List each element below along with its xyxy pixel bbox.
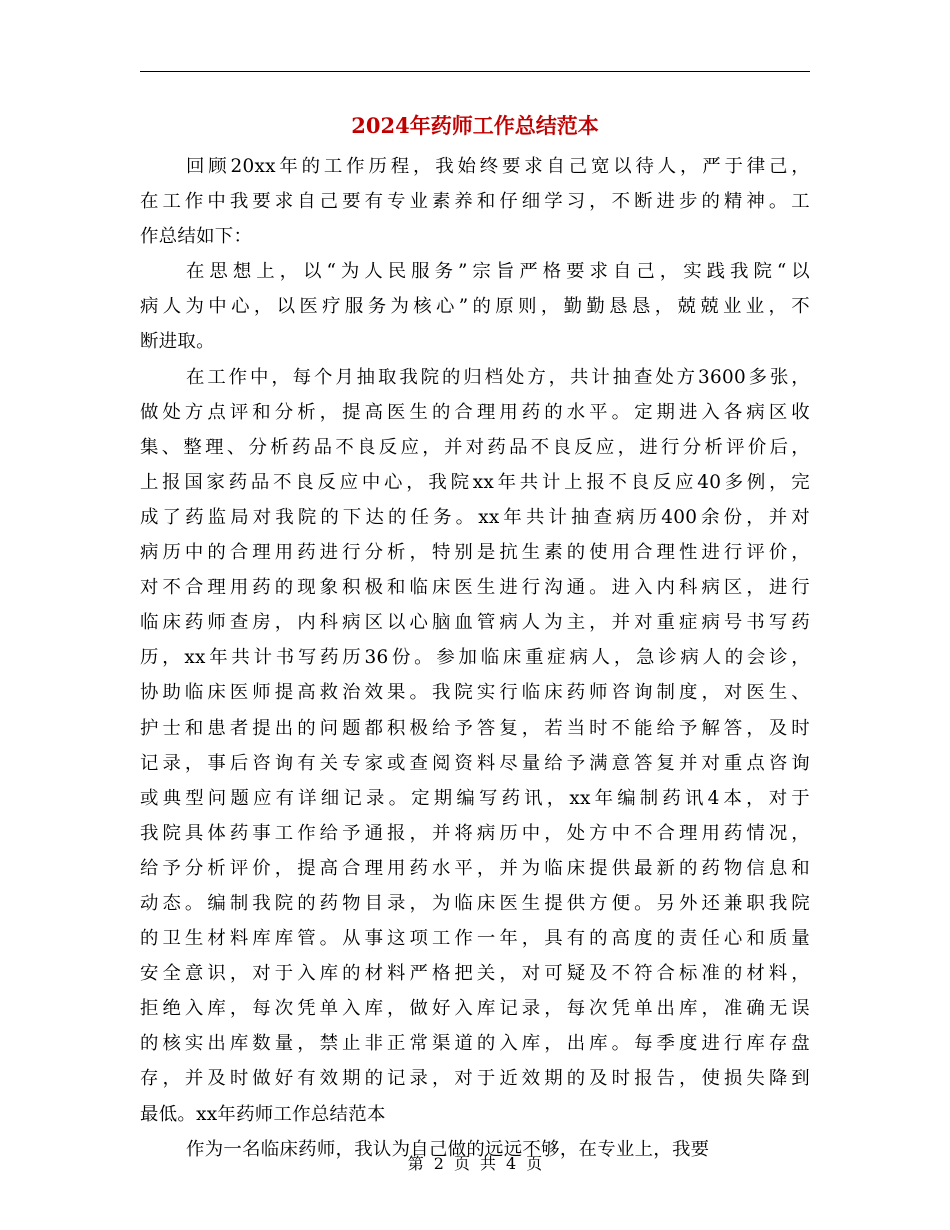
footer-total-prefix: 共: [480, 1154, 497, 1173]
document-body: [140, 149, 810, 1167]
text-line: 安全意识，对于入库的材料严格把关，对可疑及不符合标准的材料，: [140, 963, 810, 985]
text-line: 回顾20xx年的工作历程，我始终要求自己宽以待人，严于律己，: [186, 156, 810, 177]
text-line: 在工作中我要求自己要有专业素养和仔细学习，不断进步的精神。工: [140, 191, 810, 213]
footer-prefix: 第: [407, 1154, 424, 1173]
footer-total-pages: 4: [506, 1154, 517, 1173]
text-line: 我院具体药事工作给予通报，并将病历中，处方中不合理用药情况，: [140, 822, 810, 844]
text-line: 给予分析评价，提高合理用药水平，并为临床提供最新的药物信息和: [140, 857, 810, 879]
paragraph: [140, 254, 810, 359]
text-line: 存，并及时做好有效期的记录，对于近效期的及时报告，使损失降到: [140, 1068, 810, 1090]
text-line: 拒绝入库，每次凭单入库，做好入库记录，每次凭单出库，准确无误: [140, 998, 810, 1020]
text-line: 协助临床医师提高救治效果。我院实行临床药师咨询制度，对医生、: [140, 682, 810, 704]
text-line: 对不合理用药的现象积极和临床医生进行沟通。进入内科病区，进行: [140, 577, 810, 599]
text-line: 的核实出库数量，禁止非正常渠道的入库，出库。每季度进行库存盘: [140, 1033, 810, 1055]
footer-current-page: 2: [433, 1154, 444, 1173]
text-line: 作总结如下：: [140, 226, 253, 248]
text-line: 成了药监局对我院的下达的任务。xx年共计抽查病历400余份，并对: [140, 506, 810, 528]
text-line: 护士和患者提出的问题都积极给予答复，若当时不能给予解答，及时: [140, 717, 810, 739]
text-line: 临床药师查房，内科病区以心脑血管病人为主，并对重症病号书写药: [140, 612, 810, 634]
text-line: 或典型问题应有详细记录。定期编写药讯，xx年编制药讯4本，对于: [140, 787, 810, 809]
text-line: 的卫生材料库库管。从事这项工作一年，具有的高度的责任心和质量: [140, 928, 810, 950]
header-rule: [140, 71, 810, 72]
text-line: 上报国家药品不良反应中心，我院xx年共计上报不良反应40多例，完: [140, 471, 810, 493]
text-line: 病人为中心，以医疗服务为核心”的原则，勤勤恳恳，兢兢业业，不: [140, 296, 810, 318]
footer-middle: 页: [453, 1154, 470, 1173]
paragraph: [140, 149, 810, 254]
text-line: 在思想上，以“为人民服务”宗旨严格要求自己，实践我院“以: [186, 261, 810, 283]
page-footer: [140, 1152, 810, 1176]
text-line: 历，xx年共计书写药历36份。参加临床重症病人，急诊病人的会诊，: [140, 647, 810, 669]
text-line: 动态。编制我院的药物目录，为临床医生提供方便。另外还兼职我院: [140, 892, 810, 914]
text-line: 记录，事后咨询有关专家或查阅资料尽量给予满意答复并对重点咨询: [140, 752, 810, 774]
text-line: 断进取。: [140, 331, 215, 353]
document-title: 2024年药师工作总结范本: [351, 113, 599, 138]
paragraph: [140, 360, 810, 1132]
text-line: 集、整理、分析药品不良反应，并对药品不良反应，进行分析评价后，: [140, 436, 810, 458]
text-line: 作为一名临床药师，我认为自己做的远远不够，在专业上，我要: [186, 1138, 710, 1160]
text-line: 做处方点评和分析，提高医生的合理用药的水平。定期进入各病区收: [140, 401, 810, 423]
footer-suffix: 页: [526, 1154, 543, 1173]
text-line: 病历中的合理用药进行分析，特别是抗生素的使用合理性进行评价，: [140, 542, 810, 564]
text-line: 最低。xx年药师工作总结范本: [140, 1103, 386, 1125]
text-line: 在工作中，每个月抽取我院的归档处方，共计抽查处方3600多张，: [186, 366, 810, 388]
